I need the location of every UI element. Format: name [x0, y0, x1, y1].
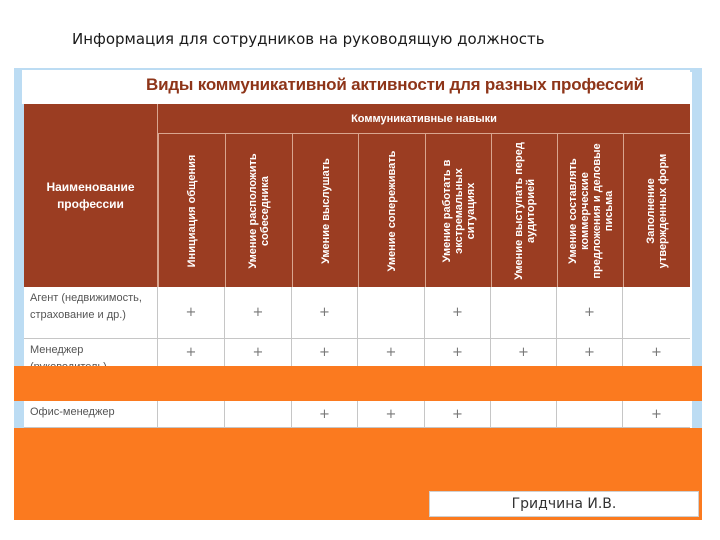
table-cell: [225, 401, 292, 427]
skill-header-business-letters: [557, 134, 623, 287]
orange-overlay-band: [14, 366, 702, 401]
table-cell: +: [158, 339, 225, 366]
skill-header-label: Заполнение утвержденных форм: [645, 153, 669, 268]
author-name: Гридчина И.В.: [511, 496, 617, 512]
table-heading: Виды коммуникативной активности для разных профессий: [22, 70, 690, 104]
table-cell: +: [425, 287, 491, 338]
table-cell: +: [425, 401, 491, 427]
skill-header-extreme: [425, 134, 491, 287]
table-cell: +: [358, 339, 425, 366]
row-label: Менеджер: [24, 339, 158, 366]
table-cell: +: [292, 401, 358, 427]
table-cell: +: [557, 339, 623, 366]
table-cell: +: [425, 339, 491, 366]
skill-header-label: Умение выслушать: [319, 157, 332, 264]
skill-header-empathy: [358, 134, 425, 287]
skill-header-initiation: [158, 134, 225, 287]
table-cell: [491, 401, 557, 427]
skill-header-label: Инициация общения: [186, 154, 198, 267]
skill-header-label: Умение сопереживать: [386, 150, 398, 271]
table-cell: [358, 287, 425, 338]
table-row: [24, 287, 690, 339]
table-cell: [158, 401, 225, 427]
table-cell: +: [292, 339, 358, 366]
profession-column-header: [24, 104, 158, 287]
table-cell: +: [491, 339, 557, 366]
skill-header-label: Умение выступать перед аудиторией: [512, 141, 537, 280]
slide-title: Информация для сотрудников на руководящую должность: [72, 30, 545, 48]
skill-header-label: Умение составлять коммерческие предложения и деловые письма: [566, 142, 615, 279]
table-cell: [623, 287, 690, 338]
table-cell: +: [358, 401, 425, 427]
row-label: Агент (недвижимость, страхование и др.): [24, 287, 158, 338]
table-cell: +: [225, 287, 292, 338]
skill-header-rapport: [225, 134, 292, 287]
table-cell: +: [225, 339, 292, 366]
table-cell: [491, 287, 557, 338]
skills-group-header: [158, 104, 690, 134]
table-cell: +: [651, 406, 662, 422]
table-row: [24, 339, 690, 367]
skill-header-listening: [292, 134, 358, 287]
table-cell: [557, 401, 623, 427]
skill-header-label: Умение расположить собеседника: [247, 152, 271, 269]
row-label: Офис-менеджер: [24, 401, 158, 427]
skill-header-label: Умение работать в экстремальных ситуациях: [440, 159, 477, 262]
skill-header-public-speaking: [491, 134, 557, 287]
skill-header-forms: [623, 134, 690, 287]
skills-group-header-label: Коммуникативные навыки: [351, 112, 497, 125]
table-cell: +: [557, 287, 623, 338]
profession-column-header-label: Наименование профессии: [46, 179, 135, 211]
table-cell: +: [158, 287, 225, 338]
table-cell: +: [651, 345, 662, 360]
table-cell: +: [292, 287, 358, 338]
table-row: [24, 401, 690, 428]
author-label: [429, 491, 699, 517]
